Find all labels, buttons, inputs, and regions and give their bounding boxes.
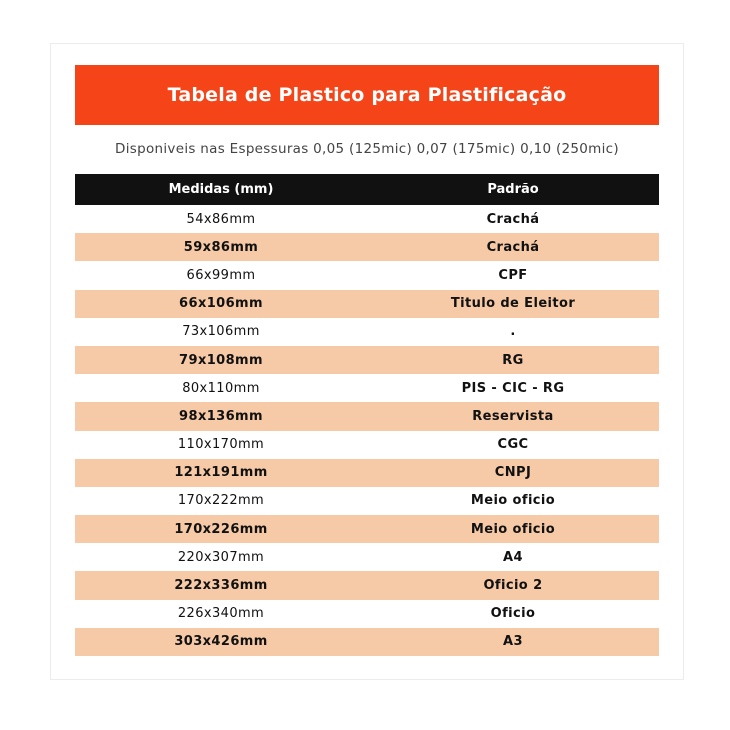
table-row: [75, 346, 659, 374]
page-title: Tabela de Plastico para Plastificação: [167, 84, 567, 106]
size-cell: 59x86mm: [183, 239, 259, 255]
thickness-subtitle: Disponiveis nas Espessuras 0,05 (125mic) 0,07 (175mic) 0,10 (250mic): [115, 141, 619, 157]
standard-cell: Crachá: [486, 239, 540, 255]
standard-cell: CGC: [497, 437, 529, 453]
standard-cell: Meio oficio: [470, 493, 556, 509]
title-banner: [75, 65, 659, 125]
table-row: [75, 543, 659, 571]
table-row: [75, 374, 659, 402]
standard-cell: CNPJ: [494, 465, 532, 481]
standard-cell: .: [510, 324, 516, 340]
size-cell: 73x106mm: [182, 324, 260, 340]
table-row: [75, 290, 659, 318]
table-row: [75, 261, 659, 289]
table-row: [75, 431, 659, 459]
table-row: [75, 515, 659, 543]
table-row: [75, 628, 659, 656]
standard-cell: A4: [503, 549, 523, 565]
standard-cell: CPF: [498, 267, 528, 283]
size-cell: 66x99mm: [186, 267, 256, 283]
size-cell: 110x170mm: [177, 437, 265, 453]
size-cell: 98x136mm: [179, 408, 263, 424]
standard-cell: Oficio: [490, 606, 536, 622]
table-header: [75, 174, 659, 205]
standard-cell: Reservista: [472, 408, 554, 424]
table-row: [75, 487, 659, 515]
size-cell: 222x336mm: [174, 578, 268, 594]
size-cell: 170x222mm: [177, 493, 265, 509]
standard-cell: Meio oficio: [470, 521, 556, 537]
size-cell: 80x110mm: [182, 380, 260, 396]
table-row: [75, 318, 659, 346]
standard-cell: Crachá: [486, 211, 540, 227]
standard-cell: Oficio 2: [483, 578, 543, 594]
standard-cell: RG: [502, 352, 524, 368]
table-row: [75, 402, 659, 430]
size-cell: 170x226mm: [174, 521, 268, 537]
size-cell: 79x108mm: [179, 352, 263, 368]
table-row: [75, 205, 659, 233]
standard-cell: PIS - CIC - RG: [461, 380, 565, 396]
size-cell: 121x191mm: [174, 465, 268, 481]
header-medidas: Medidas (mm): [168, 182, 274, 197]
size-cell: 303x426mm: [174, 634, 268, 650]
standard-cell: A3: [503, 634, 523, 650]
size-cell: 66x106mm: [179, 296, 263, 312]
sizes-table: [75, 174, 659, 656]
table-row: [75, 571, 659, 599]
size-cell: 54x86mm: [186, 211, 256, 227]
size-cell: 220x307mm: [177, 549, 265, 565]
standard-cell: Titulo de Eleitor: [450, 296, 576, 312]
table-row: [75, 459, 659, 487]
table-row: [75, 600, 659, 628]
header-padrao: Padrão: [487, 182, 539, 197]
table-row: [75, 233, 659, 261]
size-cell: 226x340mm: [177, 606, 265, 622]
